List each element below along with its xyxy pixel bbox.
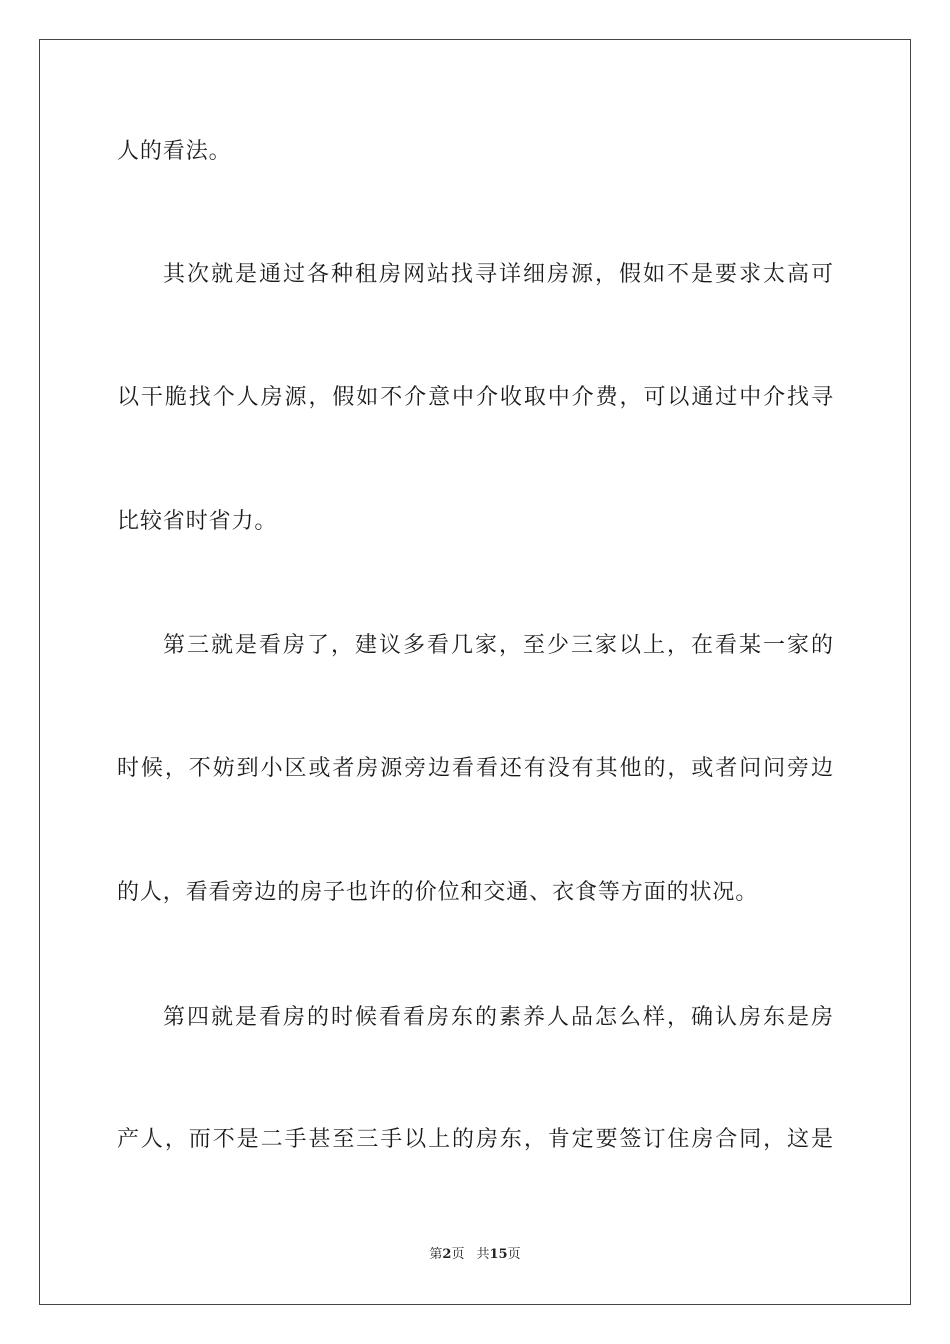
text-line: 比较省时省力。 bbox=[117, 509, 278, 534]
paragraph-first-line: 其次就是通过各种租房网站找寻详细房源，假如不是要求太高可 bbox=[163, 262, 833, 287]
page-number: 2 bbox=[442, 1247, 452, 1262]
total-pages: 15 bbox=[489, 1247, 508, 1262]
total-suffix: 页 bbox=[507, 1247, 521, 1262]
text-line: 以干脆找个人房源，假如不介意中介收取中介费，可以通过中介找寻 bbox=[117, 385, 833, 410]
text-line: 时候，不妨到小区或者房源旁边看看还有没有其他的，或者问问旁边 bbox=[117, 756, 833, 781]
page-prefix: 第 bbox=[429, 1247, 443, 1262]
text-line: 产人，而不是二手甚至三手以上的房东，肯定要签订住房合同，这是 bbox=[117, 1127, 833, 1152]
page-footer bbox=[0, 1245, 950, 1265]
paragraph-first-line: 第三就是看房了，建议多看几家，至少三家以上，在看某一家的 bbox=[163, 633, 833, 658]
paragraph-first-line: 第四就是看房的时候看看房东的素养人品怎么样，确认房东是房 bbox=[163, 1005, 833, 1030]
page-border bbox=[39, 39, 911, 1305]
total-prefix: 共 bbox=[476, 1247, 490, 1262]
page-suffix: 页 bbox=[451, 1247, 465, 1262]
text-line: 人的看法。 bbox=[117, 139, 232, 164]
text-line: 的人，看看旁边的房子也许的价位和交通、衣食等方面的状况。 bbox=[117, 880, 759, 905]
